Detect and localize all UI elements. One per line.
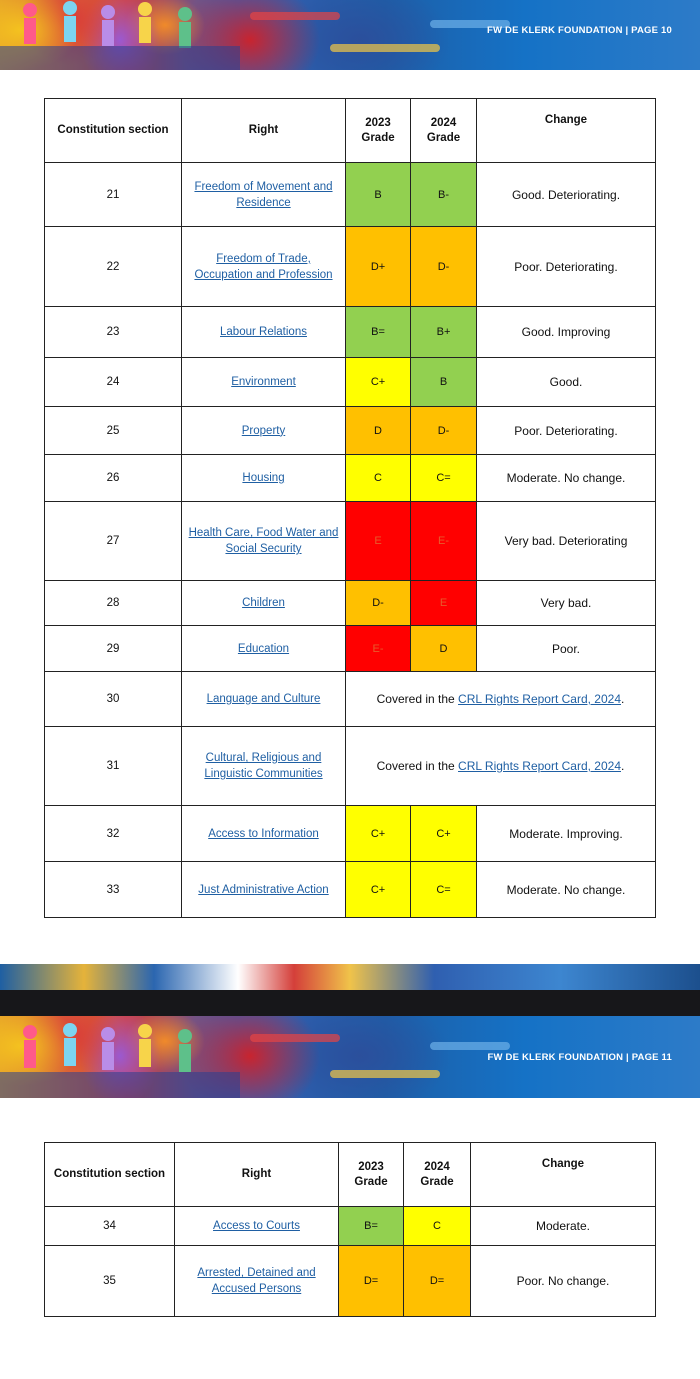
table-row xyxy=(45,862,656,918)
section-number: 22 xyxy=(45,227,182,307)
section-number: 25 xyxy=(45,407,182,455)
grade-2023: D xyxy=(346,407,411,455)
table-row xyxy=(45,358,656,407)
change-text: Poor. xyxy=(477,626,656,672)
right-link[interactable]: Cultural, Religious and Linguistic Communities xyxy=(182,727,346,806)
section-number: 34 xyxy=(45,1207,175,1246)
grade-2024: D- xyxy=(411,407,477,455)
header-change: Change xyxy=(471,1143,656,1207)
grade-2023: C+ xyxy=(346,862,411,918)
header-section: Constitution section xyxy=(45,1143,175,1207)
section-number: 32 xyxy=(45,806,182,862)
table-row xyxy=(45,502,656,581)
table-row xyxy=(45,806,656,862)
section-number: 27 xyxy=(45,502,182,581)
header-2024-grade: 2024 Grade xyxy=(411,99,477,163)
grade-2023: C xyxy=(346,455,411,502)
grade-2024: C= xyxy=(411,862,477,918)
grade-2024: B- xyxy=(411,163,477,227)
right-link[interactable]: Freedom of Movement and Residence xyxy=(182,163,346,227)
right-link[interactable]: Labour Relations xyxy=(182,307,346,358)
section-number: 35 xyxy=(45,1246,175,1317)
rights-grades-table xyxy=(44,98,656,918)
table-row xyxy=(45,227,656,307)
covered-suffix: . xyxy=(621,759,625,773)
grade-2023: B xyxy=(346,163,411,227)
covered-prefix: Covered in the xyxy=(376,692,459,706)
page-header-label: FW DE KLERK FOUNDATION | PAGE 10 xyxy=(487,25,672,36)
right-link[interactable]: Environment xyxy=(182,358,346,407)
change-text: Good. Improving xyxy=(477,307,656,358)
table-row xyxy=(45,407,656,455)
grade-2024: B+ xyxy=(411,307,477,358)
grade-2024: E- xyxy=(411,502,477,581)
right-link[interactable]: Health Care, Food Water and Social Security xyxy=(182,502,346,581)
change-text: Good. xyxy=(477,358,656,407)
section-number: 33 xyxy=(45,862,182,918)
change-text: Poor. No change. xyxy=(471,1246,656,1317)
right-link[interactable]: Property xyxy=(182,407,346,455)
right-link[interactable]: Children xyxy=(182,581,346,626)
table-row xyxy=(45,626,656,672)
change-text: Poor. Deteriorating. xyxy=(477,227,656,307)
table-row xyxy=(45,581,656,626)
grade-2023: D+ xyxy=(346,227,411,307)
right-link[interactable]: Freedom of Trade, Occupation and Profession xyxy=(182,227,346,307)
table-header-row xyxy=(45,1143,656,1207)
section-number: 29 xyxy=(45,626,182,672)
grade-2023: D= xyxy=(339,1246,404,1317)
grade-2023: E- xyxy=(346,626,411,672)
grade-2024: C= xyxy=(411,455,477,502)
grade-2024: D xyxy=(411,626,477,672)
right-link[interactable]: Education xyxy=(182,626,346,672)
header-2024-grade: 2024 Grade xyxy=(404,1143,471,1207)
header-change: Change xyxy=(477,99,656,163)
covered-note xyxy=(346,672,656,727)
change-text: Moderate. No change. xyxy=(477,862,656,918)
grade-2024: E xyxy=(411,581,477,626)
table-row xyxy=(45,455,656,502)
right-link[interactable]: Access to Courts xyxy=(175,1207,339,1246)
grade-2023: B= xyxy=(339,1207,404,1246)
covered-prefix: Covered in the xyxy=(376,759,459,773)
header-right: Right xyxy=(182,99,346,163)
grade-2024: D- xyxy=(411,227,477,307)
grade-2024: B xyxy=(411,358,477,407)
right-link[interactable]: Access to Information xyxy=(182,806,346,862)
header-right: Right xyxy=(175,1143,339,1207)
section-number: 28 xyxy=(45,581,182,626)
crl-report-link[interactable]: CRL Rights Report Card, 2024 xyxy=(458,692,621,706)
grade-2023: C+ xyxy=(346,806,411,862)
right-link[interactable]: Language and Culture xyxy=(182,672,346,727)
table-row xyxy=(45,672,656,727)
page-footer-art-strip xyxy=(0,964,700,990)
page-header-label: FW DE KLERK FOUNDATION | PAGE 11 xyxy=(487,1052,672,1063)
header-section: Constitution section xyxy=(45,99,182,163)
right-link[interactable]: Housing xyxy=(182,455,346,502)
grade-2024: C+ xyxy=(411,806,477,862)
section-number: 26 xyxy=(45,455,182,502)
table-row xyxy=(45,307,656,358)
right-link[interactable]: Just Administrative Action xyxy=(182,862,346,918)
covered-suffix: . xyxy=(621,692,625,706)
change-text: Very bad. Deteriorating xyxy=(477,502,656,581)
grade-2023: E xyxy=(346,502,411,581)
section-number: 21 xyxy=(45,163,182,227)
header-2023-grade: 2023 Grade xyxy=(339,1143,404,1207)
section-number: 23 xyxy=(45,307,182,358)
right-link[interactable]: Arrested, Detained and Accused Persons xyxy=(175,1246,339,1317)
rights-grades-table xyxy=(44,1142,656,1317)
page-banner xyxy=(0,1016,700,1098)
painted-figures-art xyxy=(0,0,240,70)
change-text: Moderate. Improving. xyxy=(477,806,656,862)
change-text: Moderate. xyxy=(471,1207,656,1246)
grade-2023: C+ xyxy=(346,358,411,407)
header-2023-grade: 2023 Grade xyxy=(346,99,411,163)
change-text: Good. Deteriorating. xyxy=(477,163,656,227)
grade-2024: C xyxy=(404,1207,471,1246)
crl-report-link[interactable]: CRL Rights Report Card, 2024 xyxy=(458,759,621,773)
change-text: Moderate. No change. xyxy=(477,455,656,502)
grade-2024: D= xyxy=(404,1246,471,1317)
section-number: 31 xyxy=(45,727,182,806)
change-text: Poor. Deteriorating. xyxy=(477,407,656,455)
painted-figures-art xyxy=(0,1016,240,1098)
table-row xyxy=(45,163,656,227)
grade-2023: D- xyxy=(346,581,411,626)
table-header-row xyxy=(45,99,656,163)
section-number: 30 xyxy=(45,672,182,727)
table-row xyxy=(45,727,656,806)
change-text: Very bad. xyxy=(477,581,656,626)
section-number: 24 xyxy=(45,358,182,407)
table-row xyxy=(45,1207,656,1246)
page-separator xyxy=(0,990,700,1016)
table-row xyxy=(45,1246,656,1317)
page-banner xyxy=(0,0,700,70)
grade-2023: B= xyxy=(346,307,411,358)
covered-note xyxy=(346,727,656,806)
